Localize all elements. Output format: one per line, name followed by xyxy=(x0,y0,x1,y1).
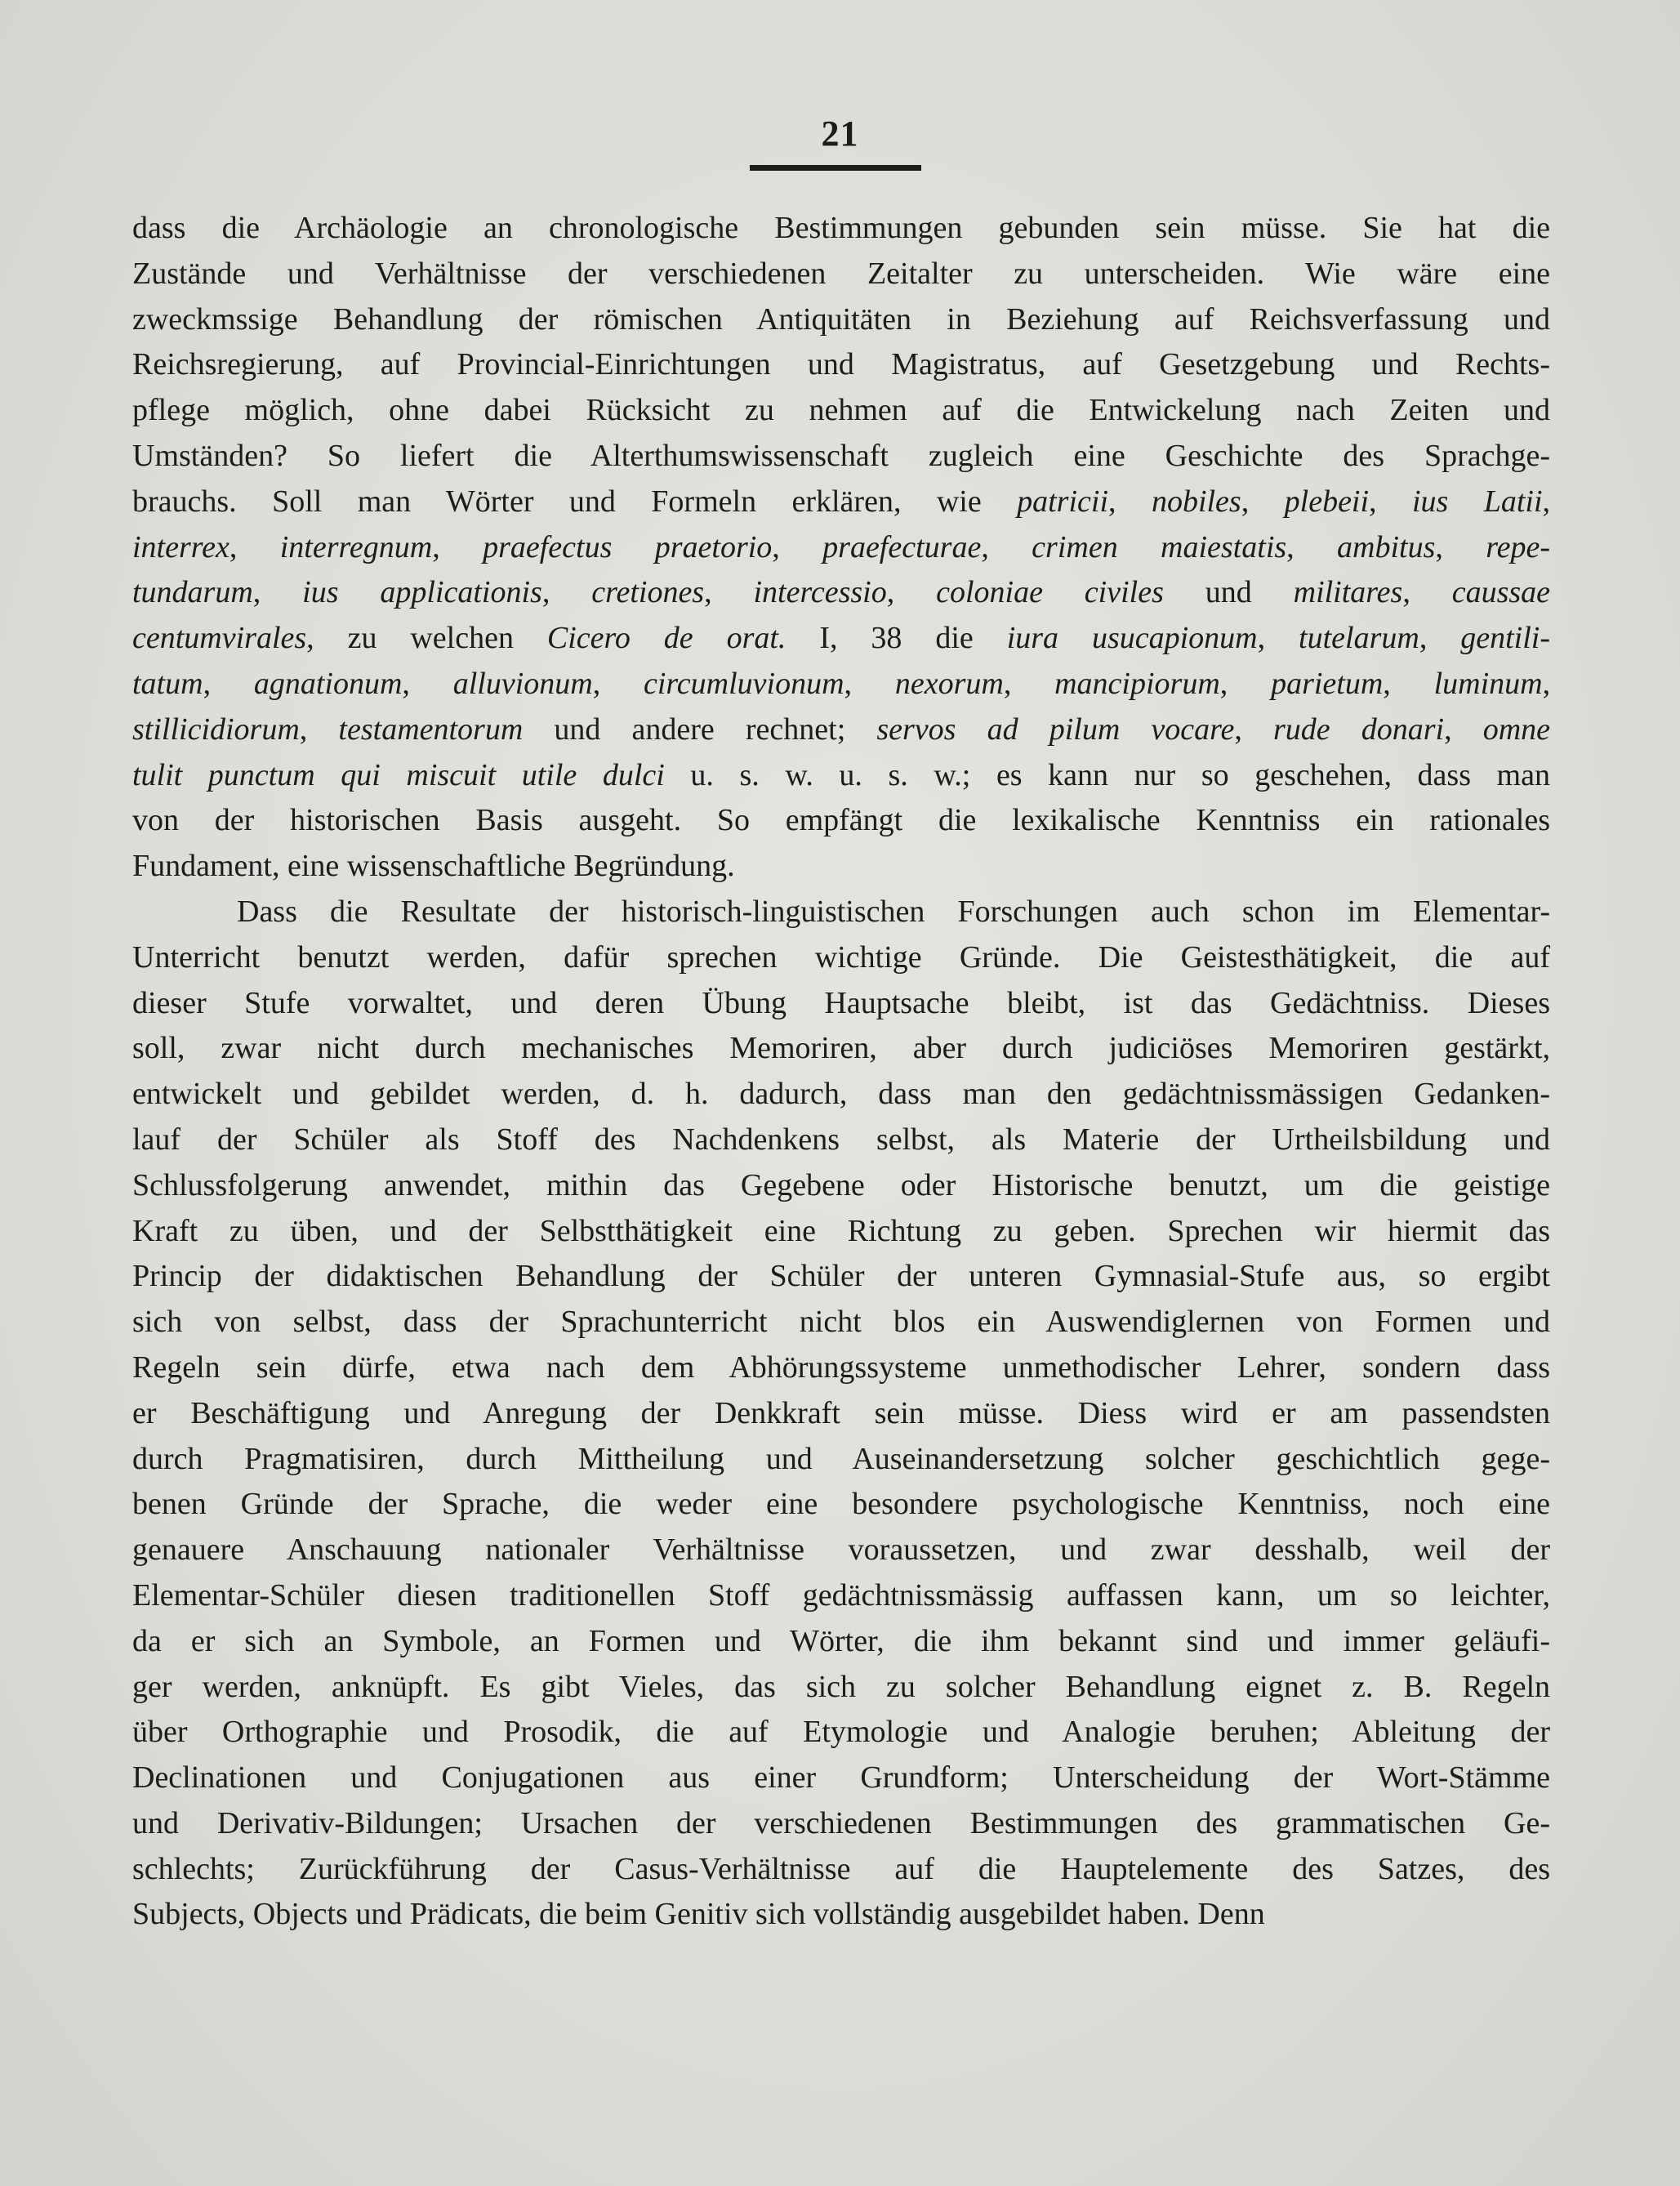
text-line: ger werden, anknüpft. Es gibt Vieles, das sich zu solcher Behandlung eignet z. B. Regeln xyxy=(132,1669,1550,1704)
text-line: Reichsregierung, auf Provincial-Einrichtungen und Magistratus, auf Gesetzgebung und Rechts- xyxy=(132,347,1550,382)
text-line: Dass die Resultate der historisch-linguistischen Forschungen auch schon im Elementar- xyxy=(237,894,1550,929)
text-line: brauchs. Soll man Wörter und Formeln erklären, wie patricii, nobiles, plebeii, ius Latii, xyxy=(132,484,1550,519)
text-line: von der historischen Basis ausgeht. So empfängt die lexikalische Kenntniss ein rationales xyxy=(132,803,1550,838)
text-line: Fundament, eine wissenschaftliche Begründung. xyxy=(132,849,735,884)
text-line: er Beschäftigung und Anregung der Denkkraft sein müsse. Diess wird er am passendsten xyxy=(132,1395,1550,1430)
text-line: entwickelt und gebildet werden, d. h. dadurch, dass man den gedächtnissmässigen Gedanken- xyxy=(132,1077,1550,1112)
text-line: Elementar-Schüler diesen traditionellen Stoff gedächtnissmässig auffassen kann, um so leichter, xyxy=(132,1577,1550,1613)
text-line: centumvirales, zu welchen Cicero de orat. I, 38 die iura usucapionum, tutelarum, gentili- xyxy=(132,621,1550,656)
text-line: Unterricht benutzt werden, dafür sprechen wichtige Gründe. Die Geistesthätigkeit, die auf xyxy=(132,939,1550,975)
text-line: Princip der didaktischen Behandlung der Schüler der unteren Gymnasial-Stufe aus, so ergibt xyxy=(132,1259,1550,1294)
text-line: Schlussfolgerung anwendet, mithin das Gegebene oder Historische benutzt, um die geistige xyxy=(132,1167,1550,1202)
text-line: lauf der Schüler als Stoff des Nachdenkens selbst, als Materie der Urtheilsbildung und xyxy=(132,1122,1550,1157)
text-line: über Orthographie und Prosodik, die auf Etymologie und Analogie beruhen; Ableitung der xyxy=(132,1715,1550,1750)
text-line: benen Gründe der Sprache, die weder eine besondere psychologische Kenntniss, noch eine xyxy=(132,1487,1550,1522)
text-line: Declinationen und Conjugationen aus einer Grundform; Unterscheidung der Wort-Stämme xyxy=(132,1760,1550,1796)
text-line: tatum, agnationum, alluvionum, circumluvionum, nexorum, mancipiorum, parietum, luminum, xyxy=(132,666,1550,701)
text-line: Kraft zu üben, und der Selbstthätigkeit eine Richtung zu geben. Sprechen wir hiermit das xyxy=(132,1213,1550,1248)
text-line: stillicidiorum, testamentorum und andere rechnet; servos ad pilum vocare, rude donari, omne xyxy=(132,712,1550,747)
text-line: durch Pragmatisiren, durch Mittheilung und Auseinandersetzung solcher geschichtlich gege- xyxy=(132,1441,1550,1476)
text-line: schlechts; Zurückführung der Casus-Verhältnisse auf die Hauptelemente des Satzes, des xyxy=(132,1851,1550,1886)
text-line: da er sich an Symbole, an Formen und Wörter, die ihm bekannt sind und immer geläufi- xyxy=(132,1623,1550,1658)
page-number: 21 xyxy=(821,114,859,154)
text-line: zweckmssige Behandlung der römischen Antiquitäten in Beziehung auf Reichsverfassung und xyxy=(132,301,1550,337)
text-line: tundarum, ius applicationis, cretiones, intercessio, coloniae civiles und militares, caussae xyxy=(132,575,1550,610)
text-line: soll, zwar nicht durch mechanisches Memoriren, aber durch judiciöses Memoriren gestärkt, xyxy=(132,1031,1550,1066)
text-line: Regeln sein dürfe, etwa nach dem Abhörungssysteme unmethodischer Lehrer, sondern dass xyxy=(132,1350,1550,1385)
text-line: Subjects, Objects und Prädicats, die beim Genitiv sich vollständig ausgebildet haben. Denn xyxy=(132,1897,1265,1932)
text-line: tulit punctum qui miscuit utile dulci u. s. w. u. s. w.; es kann nur so geschehen, dass man xyxy=(132,757,1550,792)
text-line: pflege möglich, ohne dabei Rücksicht zu nehmen auf die Entwickelung nach Zeiten und xyxy=(132,393,1550,428)
text-line: interrex, interregnum, praefectus praetorio, praefecturae, crimen maiestatis, ambitus, repe- xyxy=(132,529,1550,564)
text-line: Zustände und Verhältnisse der verschiedenen Zeitalter zu unterscheiden. Wie wäre eine xyxy=(132,256,1550,291)
text-line: Umständen? So liefert die Alterthumswissenschaft zugleich eine Geschichte des Sprachge- xyxy=(132,438,1550,473)
text-line: genauere Anschauung nationaler Verhältnisse voraussetzen, und zwar desshalb, weil der xyxy=(132,1532,1550,1568)
text-line: und Derivativ-Bildungen; Ursachen der verschiedenen Bestimmungen des grammatischen Ge- xyxy=(132,1805,1550,1840)
text-line: dieser Stufe vorwaltet, und deren Übung Hauptsache bleibt, ist das Gedächtniss. Dieses xyxy=(132,985,1550,1020)
text-line: dass die Archäologie an chronologische Bestimmungen gebunden sein müsse. Sie hat die xyxy=(132,211,1550,245)
page-number-rule xyxy=(750,165,921,171)
body-text xyxy=(132,206,1550,1938)
text-line: sich von selbst, dass der Sprachunterricht nicht blos ein Auswendiglernen von Formen und xyxy=(132,1305,1550,1340)
